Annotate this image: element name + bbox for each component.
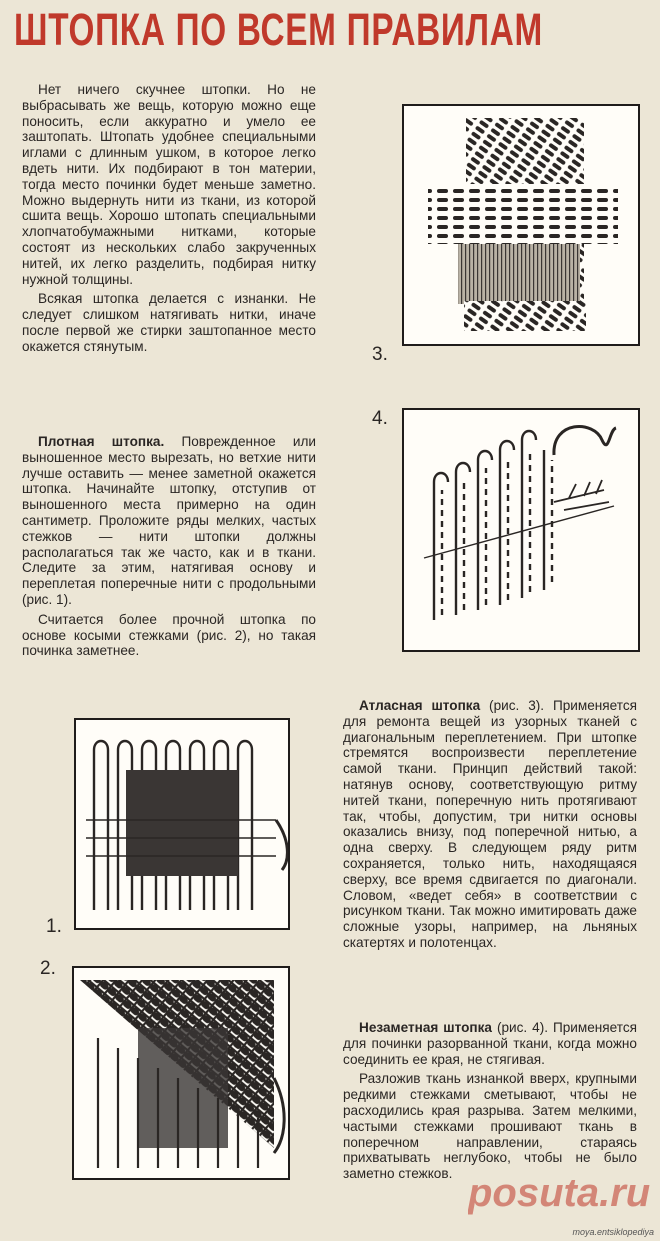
figure-4-label: 4. [372,408,388,429]
dense-darning-text-1: Поврежденное или выношенное место вырезать, но ветхие нити лучше оставить — менее заметной окажется штопка. Начинайте штопку, отступив от выношенного места примерно на один сантиметр. Проложите ряды мелких, частых стежков — нити штопки должны располагаться так же часто, как и в ткани. Следите за этим, натягивая основу и переплетая поперечные нити с продольными (рис. 1). [22,434,317,607]
invisible-darning-paragraph-2: Разложив ткань изнанкой вверх, крупными редкими стежками сметывают, чтобы не расходились края разрыва. Затем мелкими, частыми стежками прошивают ткань в поперечном направлении, стараясь прихватывать неглубоко, чтобы не было заметно стежков. [343,1071,637,1182]
intro-paragraph-1: Нет ничего скучнее штопки. Но не выбрасывать же вещь, которую можно еще поносить, если аккуратно и умело ее заштопать. Штопать удобнее специальными иглами с длинным ушком, в которое легко вдеть нити. Их подбирают в тон материи, тогда место починки будет меньше заметно. Можно выдернуть нити из ткани, из которой сшита вещь. Хорошо штопать специальными хлопчатобумажными нитками, которые состоят из нескольких слабо закрученных нитей, их легко разделить, подбирая нитку нужной толщины. [22,82,316,287]
figure-4-stitches [434,431,552,620]
dense-darning-section [22,434,316,659]
invisible-darning-paragraph-1 [343,1020,637,1067]
intro-text [22,82,316,355]
dense-darning-heading: Плотная штопка. [38,434,165,449]
figure-2-diagonal-darning [72,966,290,1180]
dense-darning-paragraph-1 [22,434,316,608]
figure-1-dense-darning [74,718,290,930]
page-title: ШТОПКА ПО ВСЕМ ПРАВИЛАМ [14,4,543,55]
satin-darning-section [343,698,637,951]
watermark-logo: posuta.ru [468,1171,651,1215]
intro-paragraph-2: Всякая штопка делается с изнанки. Не следует слишком натягивать нитки, иначе после первой же стирки заштопанное место окажется стянутым. [22,291,316,354]
figure-2-illustration [74,968,288,1178]
footer-source: moya.entsiklopediya [572,1227,654,1237]
figure-3-illustration [404,106,638,344]
figure-2-label: 2. [40,958,56,979]
figure-1-label: 1. [46,916,62,937]
figure-4-invisible-darning [402,408,640,652]
satin-darning-text: (рис. 3). Применяется для ремонта вещей из узорных тканей с диагональным переплетением. При штопке стремятся воспроизвести переплетение самой ткани. Принцип действий такой: натянув основу, соответствующую ритму нитей ткани, поперечную нить протягивают так, чтобы, допустим, три нитки основы оказались внизу, под поперечной нитью, а одна сверху. В следующем ряду ритм сохраняется, только нить, находящаяся сверху, все время сдвигается по диагонали. Словом, «ведет себя» в соответствии с рисунком ткани. Так можно имитировать даже сложные узоры, например, на льняных скатертях и полотенцах. [343,698,637,950]
figure-3-satin-darning [402,104,640,346]
figure-4-illustration [404,410,638,650]
satin-darning-paragraph [343,698,637,951]
invisible-darning-text-1: (рис. 4). Применяется для починки разорванной ткани, когда можно соединить ее края, не стягивая. [343,1020,638,1067]
figure-1-illustration [76,720,288,928]
satin-darning-heading: Атласная штопка [359,698,481,713]
invisible-darning-heading: Незаметная штопка [359,1020,492,1035]
dense-darning-paragraph-2: Считается более прочной штопка по основе косыми стежками (рис. 2), но такая починка заметнее. [22,611,316,659]
figure-3-label: 3. [372,344,388,365]
